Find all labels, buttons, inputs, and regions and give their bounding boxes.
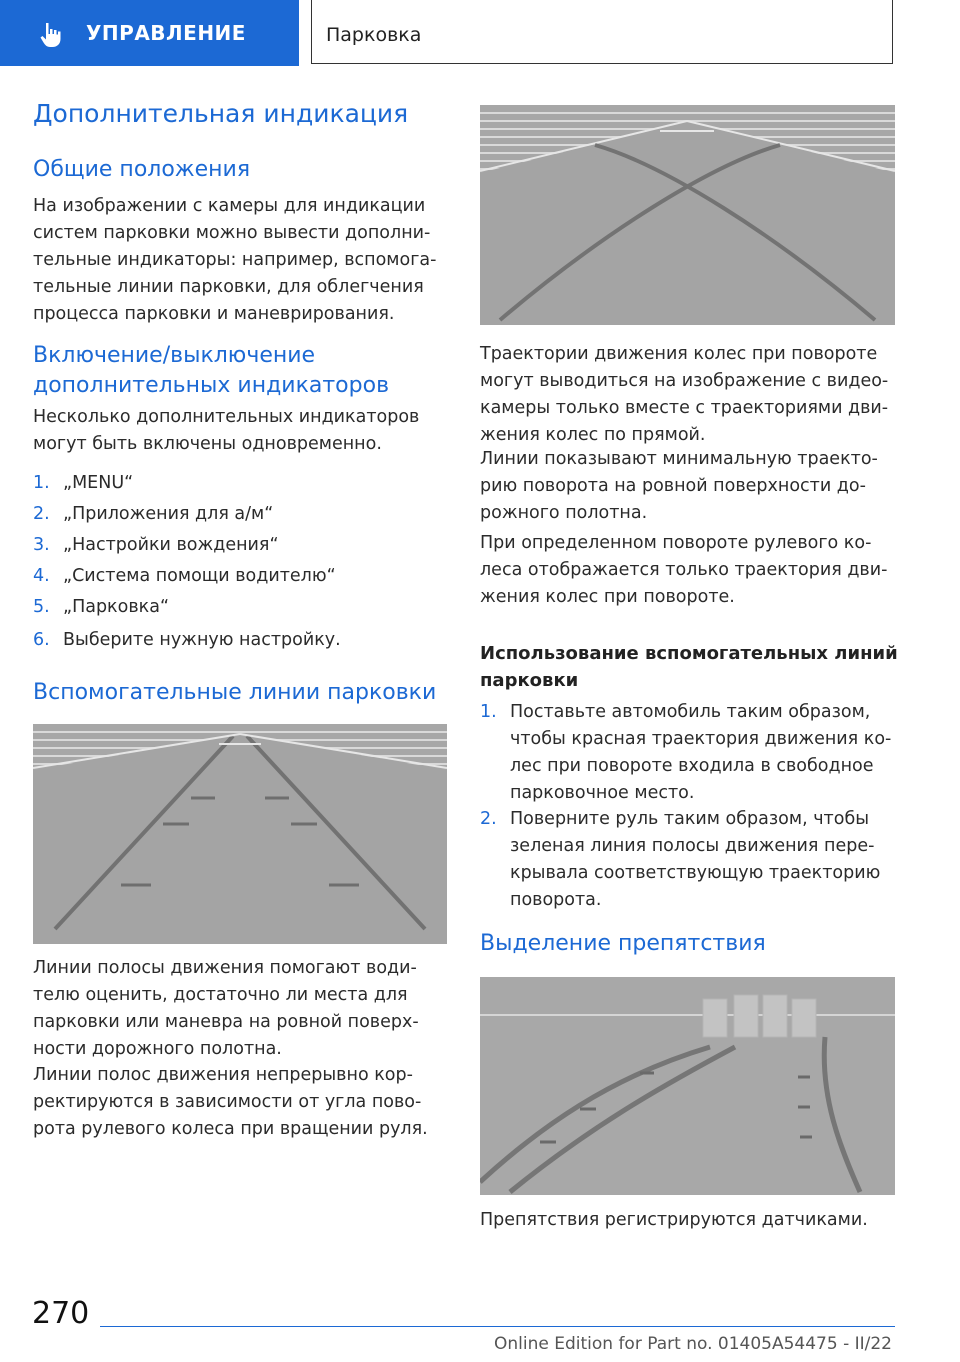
paragraph-general — [33, 193, 436, 328]
text-line: камеры только вместе с траекториями дви- — [480, 398, 889, 418]
list-text — [510, 806, 880, 914]
text-line: крывала соответствующую траекторию — [510, 863, 881, 883]
text-line: систем парковки можно вывести дополни- — [33, 223, 431, 243]
text-line: Траектории движения колес при повороте — [480, 344, 878, 364]
footer-divider — [100, 1326, 895, 1327]
text-line: телю оценить, достаточно ли места для — [33, 985, 408, 1005]
text-line: ректируются в зависимости от угла пово- — [33, 1092, 422, 1112]
page-title: Дополнительная индикация — [33, 99, 409, 128]
text-line: При определенном повороте рулевого ко- — [480, 533, 872, 553]
list-text: „Система помощи водителю“ — [63, 566, 336, 586]
text-line: парковочное место. — [510, 783, 695, 803]
list-number: 6. — [33, 630, 50, 650]
text-line: рию поворота на ровной поверхности до- — [480, 476, 866, 496]
paragraph-trajectory-2 — [480, 446, 878, 527]
list-number: 1. — [480, 702, 497, 722]
heading-line: Использование вспомогательных линий — [480, 643, 898, 664]
list-text: Выберите нужную настройку. — [63, 630, 341, 650]
paragraph-lines-1 — [33, 955, 419, 1063]
text-line: парковки или маневра на ровной поверх- — [33, 1012, 419, 1032]
section-title: УПРАВЛЕНИЕ — [86, 21, 246, 45]
list-number: 5. — [33, 597, 50, 617]
text-line: Поверните руль таким образом, чтобы — [510, 809, 870, 829]
text-line: Поставьте автомобиль таким образом, — [510, 702, 871, 722]
text-line: лес при повороте входила в свободное — [510, 756, 874, 776]
paragraph-obstacles: Препятствия регистрируются датчиками. — [480, 1210, 868, 1230]
page-number: 270 — [32, 1296, 90, 1331]
chapter-title: Парковка — [326, 24, 422, 46]
list-number: 4. — [33, 566, 50, 586]
text-line: тельные линии парковки, для облегчения — [33, 277, 424, 297]
paragraph-lines-2 — [33, 1062, 428, 1143]
heading-parking-lines: Вспомогательные линии парковки — [33, 680, 437, 705]
text-line: рота рулевого колеса при вращении руля. — [33, 1119, 428, 1139]
hand-pointer-icon — [40, 22, 64, 48]
text-line: чтобы красная траектория движения ко- — [510, 729, 892, 749]
heading-line: дополнительных индикаторов — [33, 373, 390, 398]
heading-line: Включение/выключение — [33, 343, 316, 368]
text-line: Линии полосы движения помогают води- — [33, 958, 417, 978]
heading-general: Общие положения — [33, 157, 251, 182]
obstacle-marking-illustration — [480, 977, 895, 1195]
list-text — [510, 699, 891, 807]
list-text: „Приложения для а/м“ — [63, 504, 274, 524]
text-line: На изображении с камеры для индикации — [33, 196, 426, 216]
text-line: жения колес по прямой. — [480, 425, 706, 445]
list-text: „MENU“ — [63, 473, 134, 493]
list-number: 2. — [480, 809, 497, 829]
text-line: жения колес при повороте. — [480, 587, 735, 607]
paragraph-trajectory-3 — [480, 530, 887, 611]
chapter-header — [311, 0, 893, 64]
text-line: Линии показывают минимальную траекто- — [480, 449, 878, 469]
list-number: 3. — [33, 535, 50, 555]
list-number: 2. — [33, 504, 50, 524]
text-line: тельные индикаторы: например, вспомога- — [33, 250, 437, 270]
paragraph-trajectory-1 — [480, 341, 888, 449]
text-line: Линии полос движения непрерывно кор- — [33, 1065, 413, 1085]
text-line: поворота. — [510, 890, 602, 910]
heading-toggle — [33, 341, 389, 401]
section-tab[interactable] — [0, 0, 299, 66]
heading-use-lines — [480, 640, 898, 694]
text-line: рожного полотна. — [480, 503, 648, 523]
heading-obstacles: Выделение препятствия — [480, 931, 766, 956]
list-text: „Настройки вождения“ — [63, 535, 279, 555]
parking-lines-illustration — [33, 724, 447, 944]
text-line: процесса парковки и маневрирования. — [33, 304, 395, 324]
paragraph-toggle — [33, 404, 419, 458]
footer-edition: Online Edition for Part no. 01405A54475 - II/22 — [493, 1334, 892, 1354]
text-line: ности дорожного полотна. — [33, 1039, 282, 1059]
text-line: зеленая линия полосы движения пере- — [510, 836, 875, 856]
text-line: могут быть включены одновременно. — [33, 434, 382, 454]
text-line: могут выводиться на изображение с видео- — [480, 371, 889, 391]
list-text: „Парковка“ — [63, 597, 170, 617]
list-number: 1. — [33, 473, 50, 493]
text-line: Несколько дополнительных индикаторов — [33, 407, 420, 427]
turning-trajectory-illustration — [480, 105, 895, 325]
text-line: леса отображается только траектория дви- — [480, 560, 888, 580]
heading-line: парковки — [480, 670, 579, 691]
